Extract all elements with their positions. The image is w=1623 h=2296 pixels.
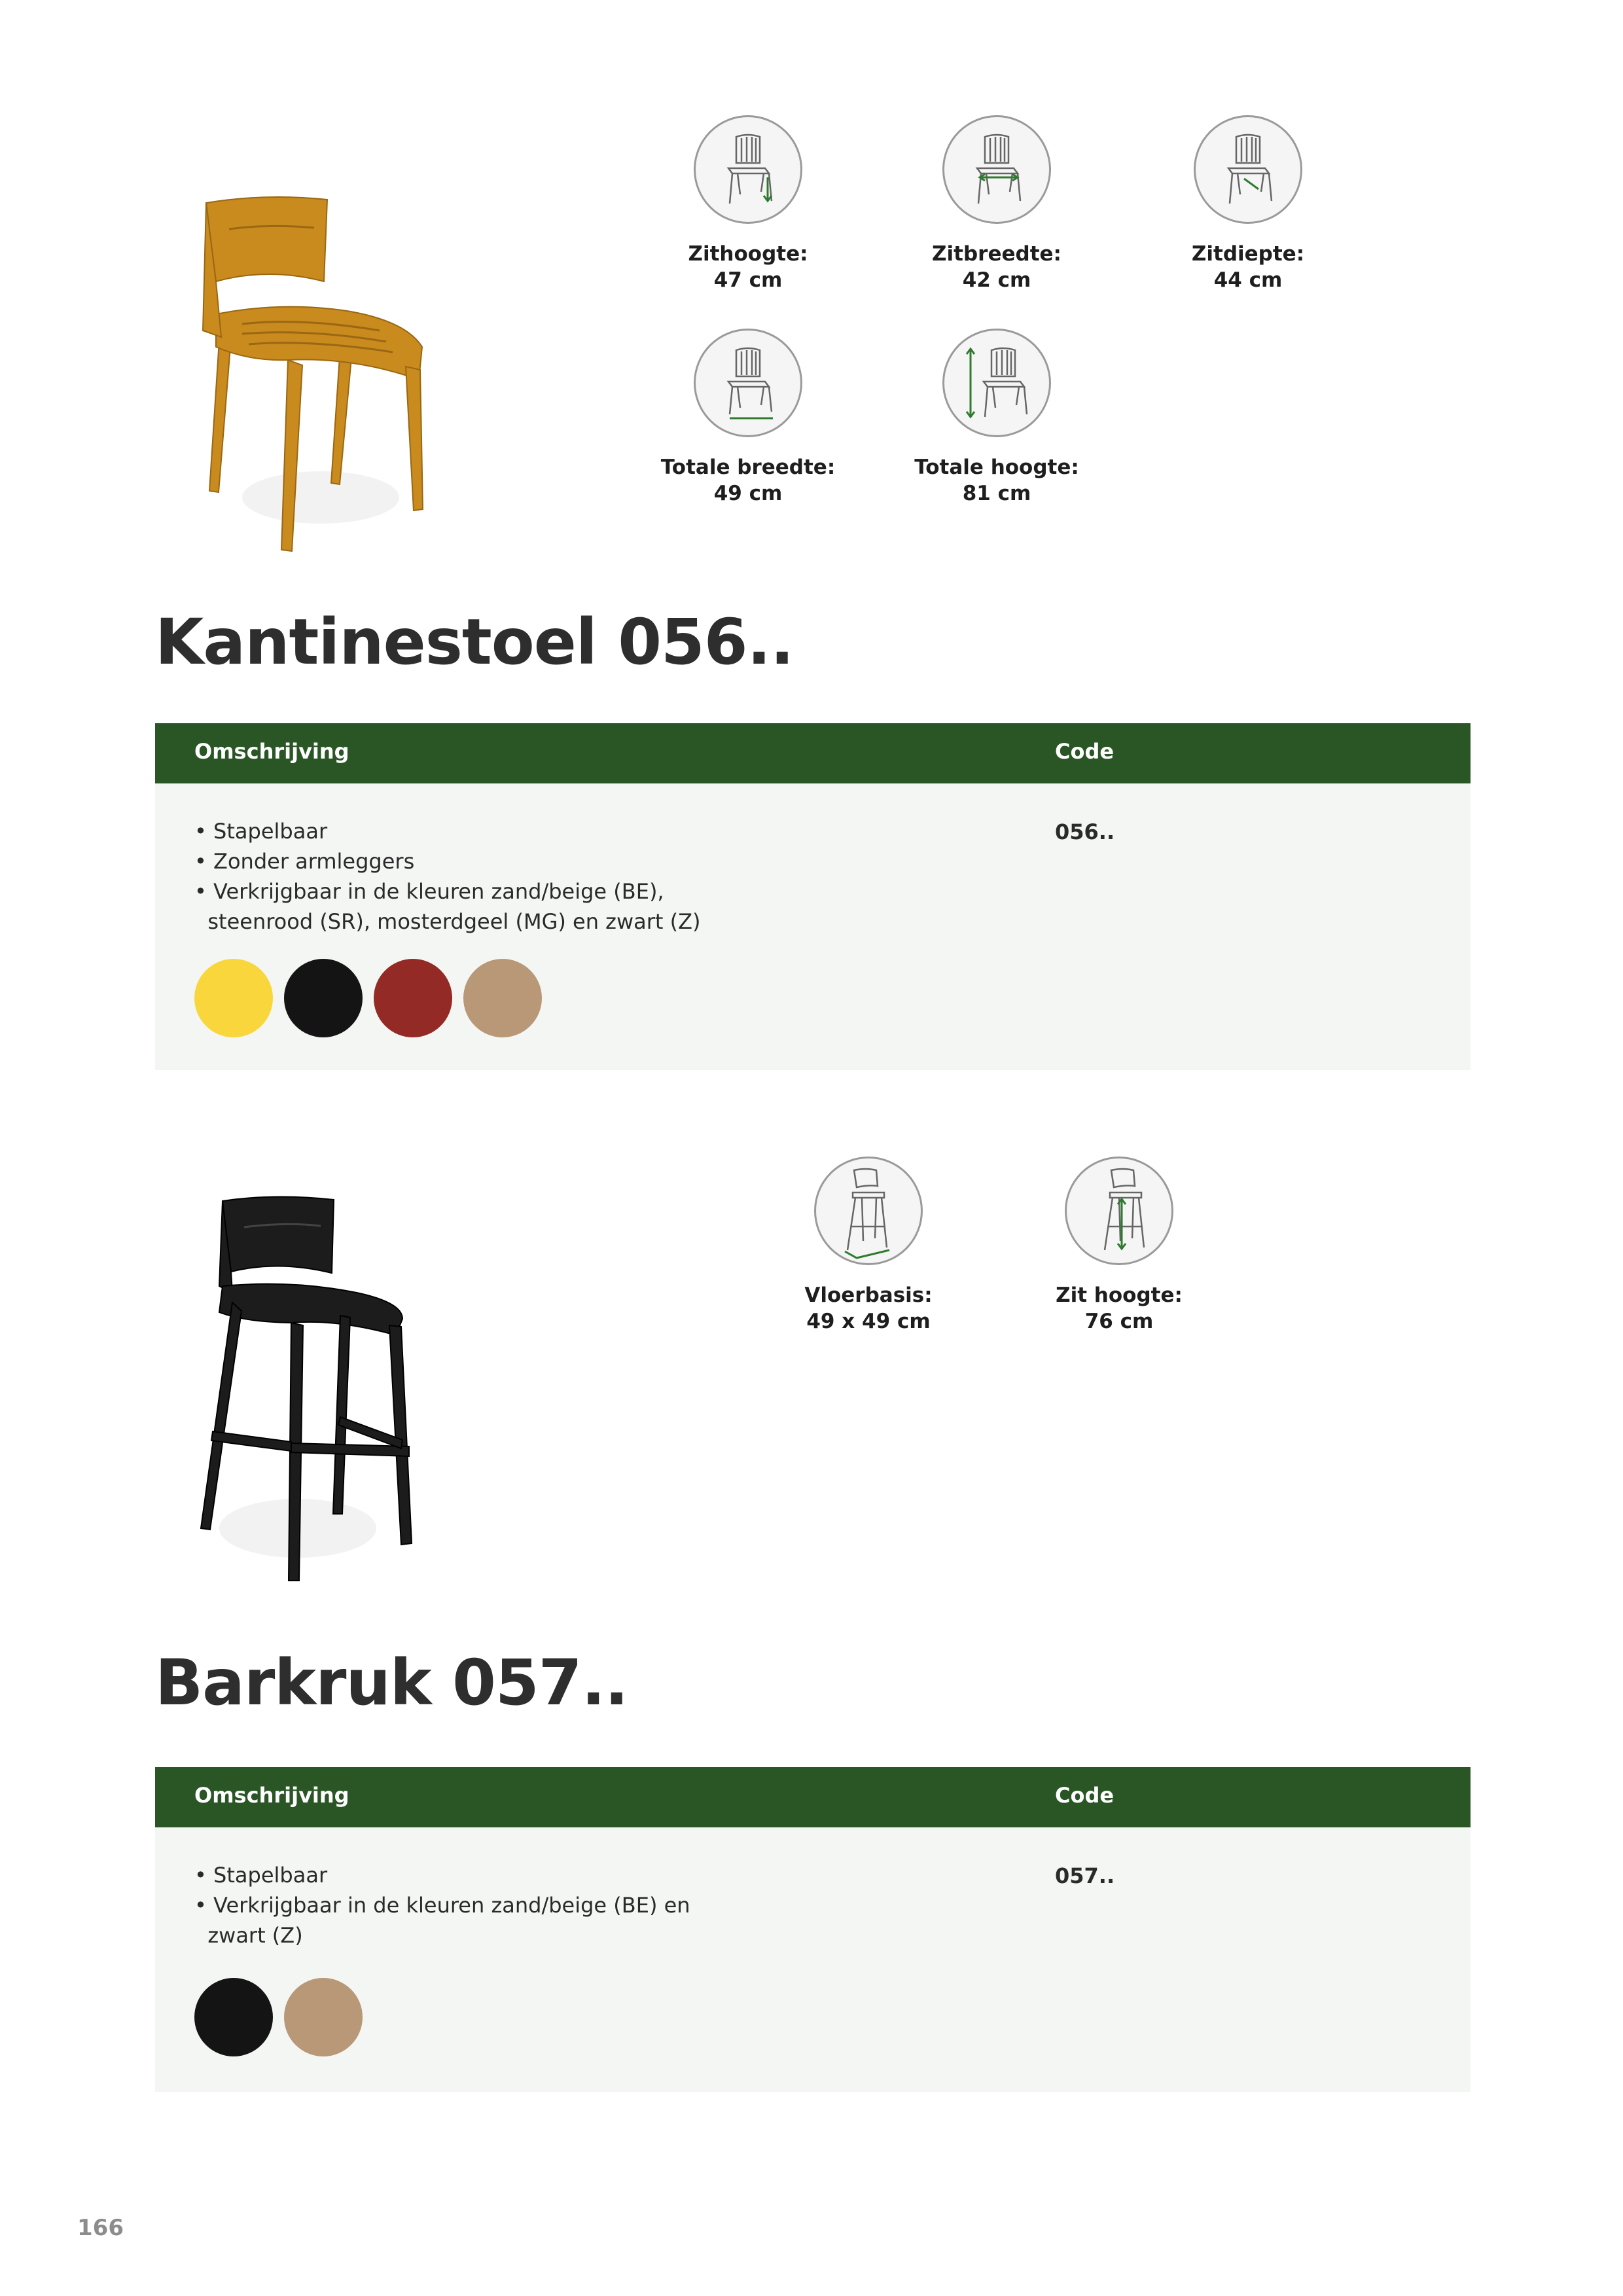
list-item: steenrood (SR), mosterdgeel (MG) en zwart (Z) xyxy=(194,909,701,934)
color-swatch-black xyxy=(194,1978,273,2056)
spec-seat-width: Zitbreedte: 42 cm xyxy=(885,115,1108,293)
list-item: • Stapelbaar xyxy=(194,819,328,844)
color-swatch-beige xyxy=(284,1978,363,2056)
spec-total-width: Totale breedte: 49 cm xyxy=(637,329,859,507)
list-item: • Zonder armleggers xyxy=(194,849,415,874)
description-list xyxy=(194,1860,690,1950)
list-item: • Verkrijgbaar in de kleuren zand/beige (BE) en xyxy=(194,1893,690,1918)
barstool-product-image xyxy=(193,1188,429,1587)
chair-total-height-icon xyxy=(942,329,1051,437)
table-header-chair xyxy=(155,723,1471,783)
chair-seat-height-icon xyxy=(694,115,802,224)
column-header-code: Code xyxy=(1055,739,1115,764)
product-title-barstool: Barkruk 057.. xyxy=(155,1646,628,1719)
description-list xyxy=(194,816,701,937)
chair-seat-width-icon xyxy=(942,115,1051,224)
product-code: 056.. xyxy=(1055,819,1115,844)
spec-seat-height: Zithoogte: 47 cm xyxy=(637,115,859,293)
chair-seat-depth-icon xyxy=(1194,115,1302,224)
page-number: 166 xyxy=(77,2215,124,2241)
color-swatch-red xyxy=(374,959,452,1037)
chair-product-image xyxy=(190,190,445,556)
product-code: 057.. xyxy=(1055,1863,1115,1888)
color-swatch-yellow xyxy=(194,959,273,1037)
product-title-chair: Kantinestoel 056.. xyxy=(155,605,794,679)
spec-seat-depth: Zitdiepte: 44 cm xyxy=(1137,115,1359,293)
list-item: zwart (Z) xyxy=(194,1923,303,1948)
stool-floor-base-icon xyxy=(814,1157,923,1265)
color-swatch-black xyxy=(284,959,363,1037)
column-header-description: Omschrijving xyxy=(194,739,349,764)
column-header-code: Code xyxy=(1055,1783,1115,1808)
table-header-barstool xyxy=(155,1767,1471,1827)
color-swatch-beige xyxy=(463,959,542,1037)
table-body-chair xyxy=(155,783,1471,1070)
table-body-barstool xyxy=(155,1827,1471,2092)
spec-floor-base: Vloerbasis: 49 x 49 cm xyxy=(757,1157,980,1335)
stool-seat-height-icon xyxy=(1065,1157,1173,1265)
chair-total-width-icon xyxy=(694,329,802,437)
spec-seat-height-stool: Zit hoogte: 76 cm xyxy=(1008,1157,1230,1335)
column-header-description: Omschrijving xyxy=(194,1783,349,1808)
list-item: • Verkrijgbaar in de kleuren zand/beige (BE), xyxy=(194,879,664,904)
list-item: • Stapelbaar xyxy=(194,1863,328,1888)
spec-total-height: Totale hoogte: 81 cm xyxy=(885,329,1108,507)
